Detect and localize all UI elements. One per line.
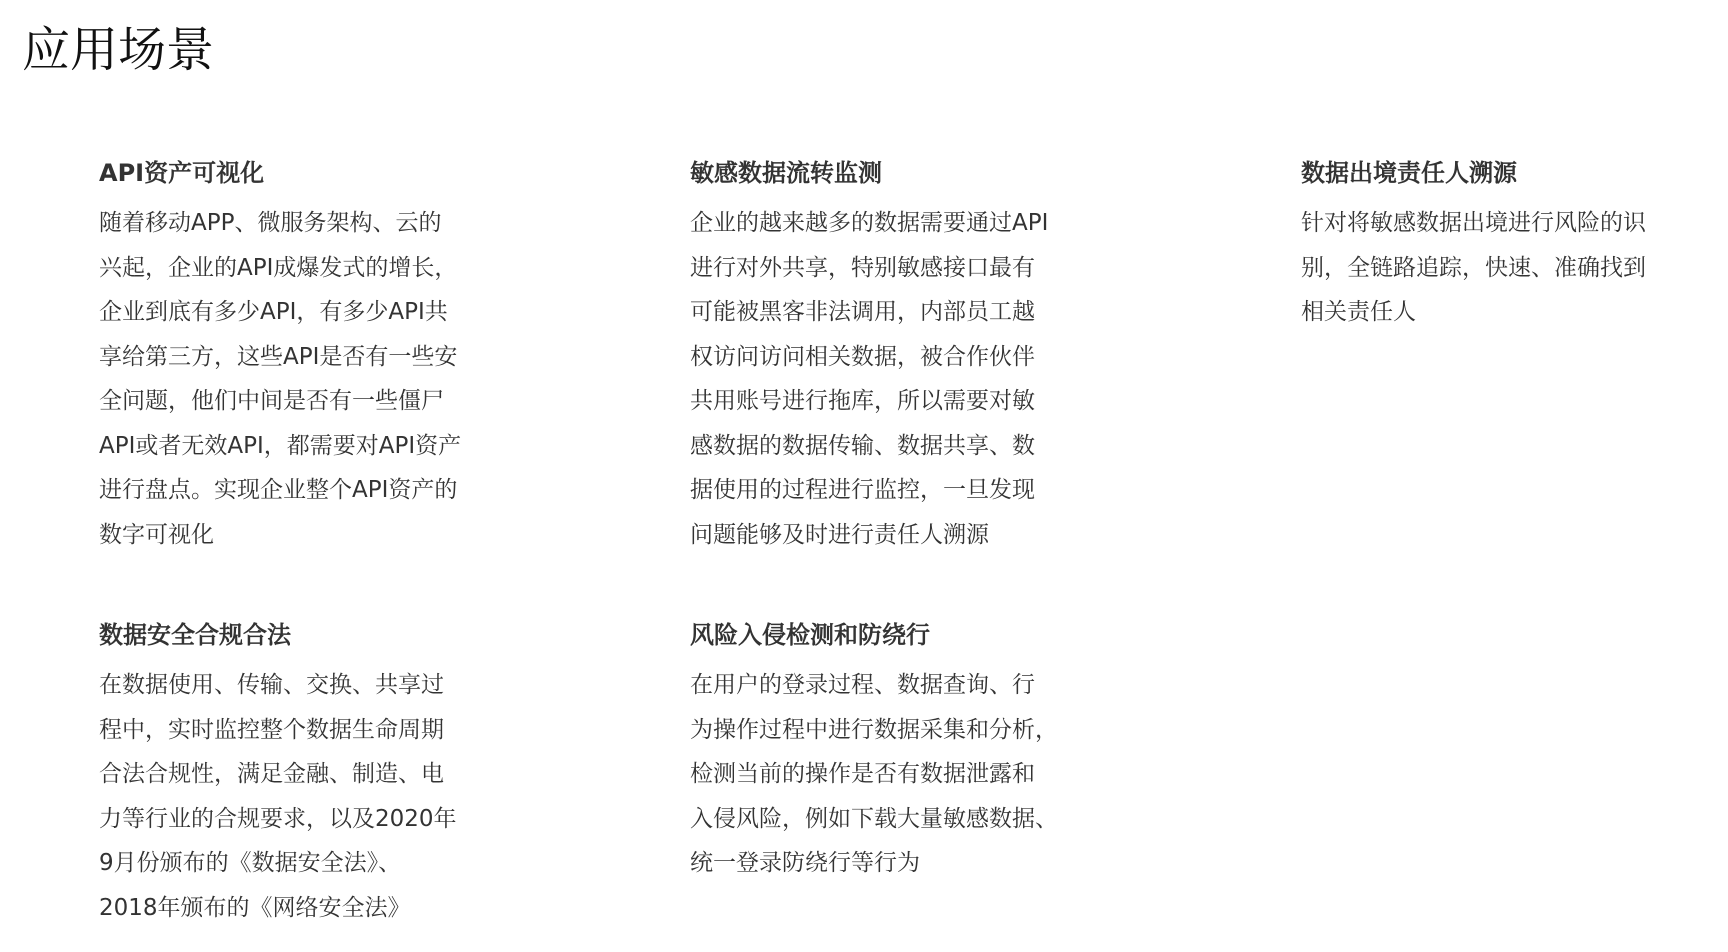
scenario-card-intrusion-detection	[690, 619, 1110, 886]
description-line: 享给第三方，这些API是否有一些安	[99, 343, 458, 370]
description-line: 相关责任人	[1301, 299, 1416, 325]
description-line: 企业的越来越多的数据需要通过API	[690, 210, 1049, 236]
description-line: 可能被黑客非法调用，内部员工越	[690, 299, 1035, 325]
description-line: API或者无效API，都需要对API资产	[99, 432, 462, 459]
description-line: 针对将敏感数据出境进行风险的识	[1301, 210, 1646, 236]
description-line: 程中，实时监控整个数据生命周期	[99, 716, 444, 743]
description-line: 在用户的登录过程、数据查询、行	[690, 672, 1035, 698]
scenario-card-api-asset-visualization	[99, 157, 519, 557]
scenario-card-data-export-tracing	[1301, 157, 1721, 335]
description-line: 力等行业的合规要求，以及2020年	[99, 805, 457, 832]
page-title: 应用场景	[22, 22, 215, 78]
description-line: 据使用的过程进行监控，一旦发现	[690, 477, 1035, 503]
description-line: 别，全链路追踪，快速、准确找到	[1301, 254, 1646, 281]
description-line: 随着移动APP、微服务架构、云的	[99, 210, 442, 236]
scenario-card-data-security-compliance	[99, 619, 519, 930]
description-line: 合法合规性，满足金融、制造、电	[99, 761, 444, 787]
description-line: 为操作过程中进行数据采集和分析，	[690, 716, 1058, 743]
description-line: 在数据使用、传输、交换、共享过	[99, 672, 444, 698]
scenario-description	[99, 201, 519, 557]
description-line: 进行对外共享，特别敏感接口最有	[690, 254, 1035, 281]
scenario-title: 数据出境责任人溯源	[1301, 159, 1517, 187]
description-line: 统一登录防绕行等行为	[690, 850, 920, 876]
scenario-description	[99, 663, 519, 930]
description-line: 进行盘点。实现企业整个API资产的	[99, 477, 458, 503]
description-line: 9月份颁布的《数据安全法》、	[99, 850, 402, 876]
description-line: 全问题，他们中间是否有一些僵尸	[99, 388, 444, 414]
description-line: 企业到底有多少API，有多少API共	[99, 299, 448, 325]
description-line: 数字可视化	[99, 521, 214, 548]
description-line: 共用账号进行拖库，所以需要对敏	[690, 388, 1035, 414]
description-line: 问题能够及时进行责任人溯源	[690, 521, 989, 548]
scenario-title: 数据安全合规合法	[99, 621, 291, 649]
description-line: 2018年颁布的《网络安全法》	[99, 894, 411, 921]
scenario-title: 风险入侵检测和防绕行	[690, 621, 930, 649]
description-line: 权访问访问相关数据，被合作伙伴	[690, 343, 1035, 370]
scenario-title: API资产可视化	[99, 159, 265, 187]
description-line: 兴起，企业的API成爆发式的增长，	[99, 254, 458, 281]
description-line: 入侵风险，例如下载大量敏感数据、	[690, 805, 1058, 832]
scenario-description	[690, 663, 1110, 886]
scenario-title: 敏感数据流转监测	[690, 159, 882, 187]
scenario-description	[1301, 201, 1721, 335]
scenario-card-sensitive-data-flow-monitoring	[690, 157, 1110, 557]
scenario-description	[690, 201, 1110, 557]
description-line: 感数据的数据传输、数据共享、数	[690, 432, 1035, 459]
description-line: 检测当前的操作是否有数据泄露和	[690, 761, 1035, 787]
